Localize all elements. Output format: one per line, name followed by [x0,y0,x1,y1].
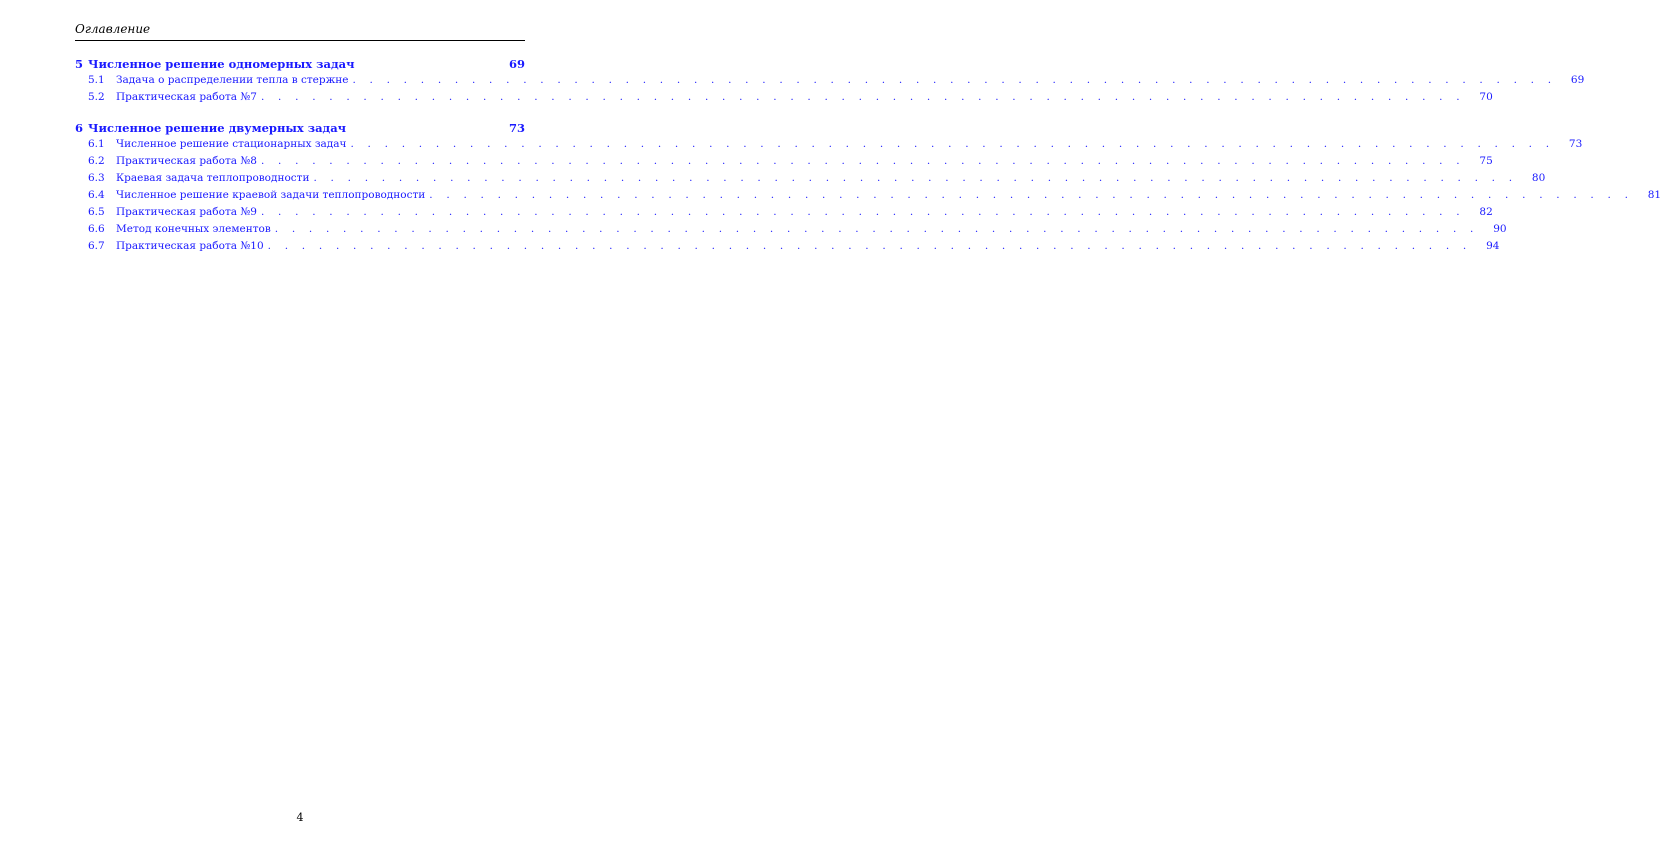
section-title: Практическая работа №8 [116,155,257,167]
chapter-page: 73 [508,121,525,135]
section-title: Задача о распределении тепла в стержне [116,74,349,86]
section-number: 6.5 [88,206,105,218]
section-title: Краевая задача теплопроводности [116,172,310,184]
toc-section-link[interactable] [75,74,1585,91]
section-title: Практическая работа №7 [116,91,257,103]
toc-section-link[interactable] [75,223,1507,240]
section-title: Численное решение стационарных задач [116,138,347,150]
section-number: 6.7 [88,240,105,252]
chapter-page: 69 [508,57,525,71]
section-number: 5.1 [88,74,105,86]
dot-leader: . . . . . . . . . . . . . . . . . . . . . . . . . . . . . . . . . . . . . . . . . . . . . . . . . . . . . . . . . . . . . . . . . . . . . . . [313,172,1518,184]
section-number: 6.1 [88,138,105,150]
section-number: 6.2 [88,155,105,167]
toc-chapter-link[interactable] [75,121,525,138]
section-page: 70 [1479,91,1493,103]
section-page: 73 [1568,138,1583,150]
section-title: Практическая работа №10 [116,240,264,252]
section-title: Метод конечных элементов [116,223,271,235]
section-page: 90 [1493,223,1507,235]
toc-section-link[interactable] [75,240,1500,257]
running-header: Оглавление [75,22,151,36]
section-number: 6.4 [88,189,105,201]
section-number: 6.6 [88,223,105,235]
chapter-title: Численное решение двумерных задач [88,121,347,135]
toc-section-link[interactable] [75,172,1546,189]
section-title: Численное решение краевой задачи теплопроводности [116,189,426,201]
section-page: 69 [1570,74,1585,86]
section-page: 81 [1647,189,1661,201]
section-page: 82 [1479,206,1493,218]
section-number: 6.3 [88,172,105,184]
dot-leader: . . . . . . . . . . . . . . . . . . . . . . . . . . . . . . . . . . . . . . . . . . . . . . . . . . . . . . . . . . . . . . . . . . . . . . . [260,91,1465,103]
dot-leader: . . . . . . . . . . . . . . . . . . . . . . . . . . . . . . . . . . . . . . . . . . . . . . . . . . . . . . . . . . . . . . . . . . . . . . . [274,223,1479,235]
chapter-title: Численное решение одномерных задач [88,57,355,71]
dot-leader: . . . . . . . . . . . . . . . . . . . . . . . . . . . . . . . . . . . . . . . . . . . . . . . . . . . . . . . . . . . . . . . . . . . . . . . [260,155,1465,167]
dot-leader: . . . . . . . . . . . . . . . . . . . . . . . . . . . . . . . . . . . . . . . . . . . . . . . . . . . . . . . . . . . . . . . . . . . . . . . [350,138,1555,150]
dot-leader: . . . . . . . . . . . . . . . . . . . . . . . . . . . . . . . . . . . . . . . . . . . . . . . . . . . . . . . . . . . . . . . . . . . . . . . [352,74,1557,86]
section-page: 94 [1486,240,1500,252]
table-of-contents [75,57,1661,270]
dot-leader: . . . . . . . . . . . . . . . . . . . . . . . . . . . . . . . . . . . . . . . . . . . . . . . . . . . . . . . . . . . . . . . . . . . . . . . [260,206,1465,218]
toc-chapter-5 [75,57,1585,108]
section-page: 75 [1479,155,1493,167]
page-number: 4 [296,811,304,824]
toc-chapter-6 [75,121,1661,257]
header-rule [75,40,525,41]
section-title: Практическая работа №9 [116,206,257,218]
toc-section-link[interactable] [75,189,1661,206]
toc-chapter-link[interactable] [75,57,525,74]
toc-section-link[interactable] [75,138,1583,155]
chapter-number: 6 [75,121,84,135]
section-page: 80 [1531,172,1546,184]
toc-section-link[interactable] [75,91,1493,108]
toc-section-link[interactable] [75,206,1493,223]
dot-leader: . . . . . . . . . . . . . . . . . . . . . . . . . . . . . . . . . . . . . . . . . . . . . . . . . . . . . . . . . . . . . . . . . . . . . . . [429,189,1634,201]
toc-section-link[interactable] [75,155,1493,172]
section-number: 5.2 [88,91,105,103]
dot-leader: . . . . . . . . . . . . . . . . . . . . . . . . . . . . . . . . . . . . . . . . . . . . . . . . . . . . . . . . . . . . . . . . . . . . . . . [267,240,1472,252]
chapter-number: 5 [75,57,84,71]
